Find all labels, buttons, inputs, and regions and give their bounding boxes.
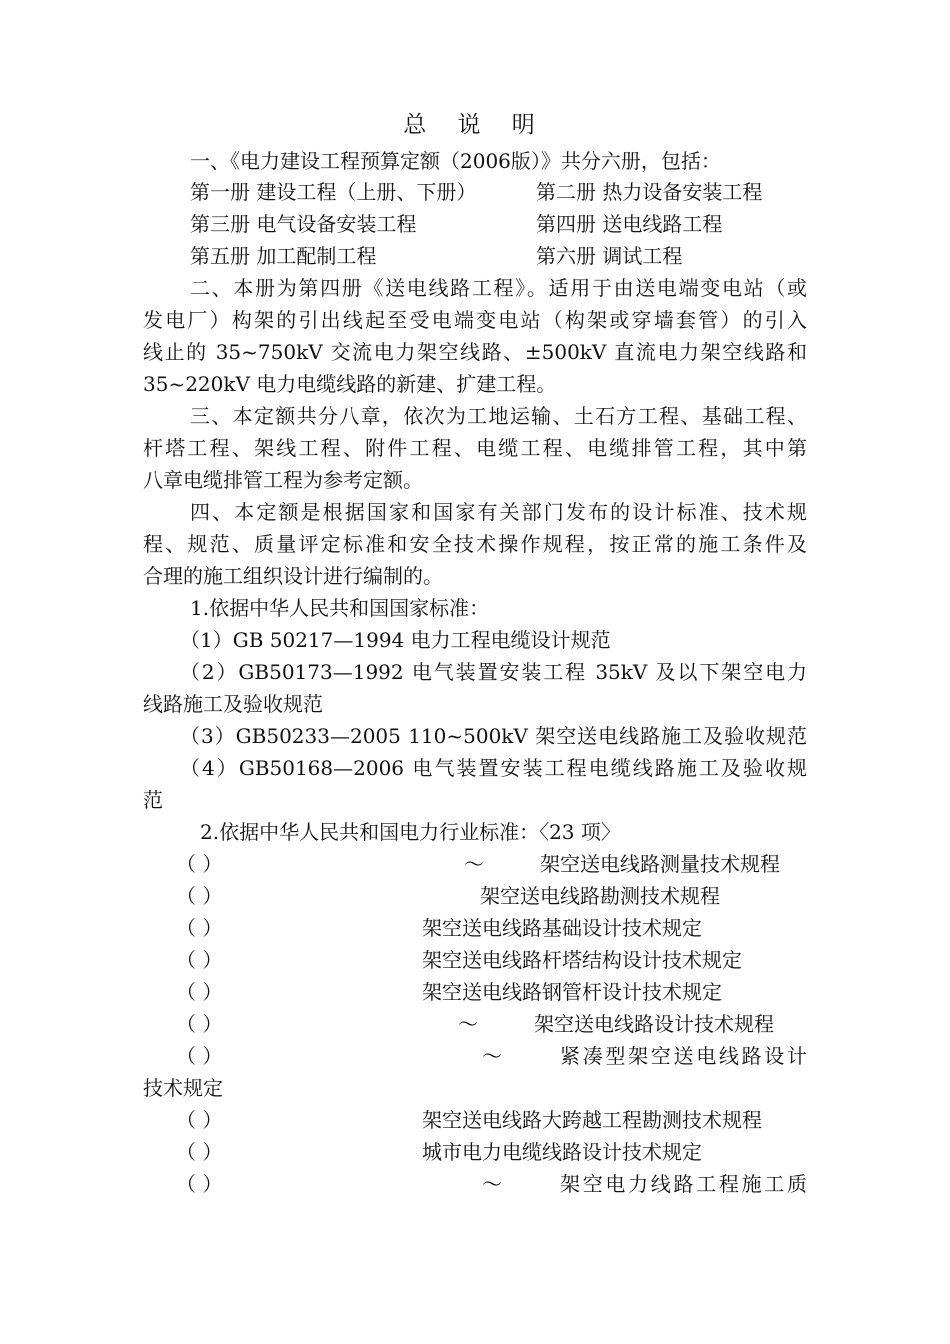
tilde-mark: ～ (482, 1172, 502, 1196)
para3-line: 八章电缆排管工程为参考定额。 (143, 468, 423, 492)
intro-line: 一、《电力建设工程预算定额（2006版）》共分六册，包括： (190, 149, 721, 173)
para3-line: 杆塔工程、架线工程、附件工程、电缆工程、电缆排管工程，其中第 (143, 436, 807, 460)
para4-line: 四、本定额是根据国家和国家有关部门发布的设计标准、技术规 (190, 500, 807, 524)
industry-standard: 架空送电线路基础设计技术规定 (422, 916, 702, 940)
blank-parenthesis: （ ） (176, 1044, 223, 1068)
industry-standard: 架空电力线路工程施工质 (560, 1172, 807, 1196)
volume-5: 第五册 加工配制工程 (190, 244, 377, 268)
blank-parenthesis: （ ） (176, 980, 223, 1004)
industry-standard: 技术规定 (143, 1076, 223, 1100)
blank-parenthesis: （ ） (176, 852, 223, 876)
national-heading: 1.依据中华人民共和国国家标准： (190, 596, 490, 620)
para2-line: 线止的 35~750kV 交流电力架空线路、±500kV 直流电力架空线路和 (143, 340, 807, 364)
blank-parenthesis: （ ） (176, 1108, 223, 1132)
volume-6: 第六册 调试工程 (536, 244, 683, 268)
industry-standard: 城市电力电缆线路设计技术规定 (422, 1140, 702, 1164)
industry-standard: 架空送电线路杆塔结构设计技术规定 (422, 948, 742, 972)
national-standard: （4）GB50168—2006 电气装置安装工程电缆线路施工及验收规 (180, 756, 807, 780)
blank-parenthesis: （ ） (176, 884, 223, 908)
volume-4: 第四册 送电线路工程 (536, 212, 723, 236)
blank-parenthesis: （ ） (176, 1172, 223, 1196)
tilde-mark: ～ (464, 852, 484, 876)
industry-standard: 架空送电线路钢管杆设计技术规定 (422, 980, 722, 1004)
national-standard: （1）GB 50217—1994 电力工程电缆设计规范 (180, 628, 611, 652)
industry-standard: 架空送电线路大跨越工程勘测技术规程 (422, 1108, 762, 1132)
industry-standard: 架空送电线路勘测技术规程 (480, 884, 720, 908)
tilde-mark: ～ (458, 1012, 478, 1036)
page-title: 总 说 明 (403, 112, 547, 138)
volume-1: 第一册 建设工程（上册、下册） (190, 180, 477, 204)
national-standard: 线路施工及验收规范 (143, 692, 323, 716)
blank-parenthesis: （ ） (176, 1012, 223, 1036)
industry-standard: 架空送电线路设计技术规程 (534, 1012, 774, 1036)
para3-line: 三、本定额共分八章，依次为工地运输、土石方工程、基础工程、 (190, 404, 807, 428)
blank-parenthesis: （ ） (176, 948, 223, 972)
national-standard: 范 (143, 788, 163, 812)
industry-heading: 2.依据中华人民共和国电力行业标准：〈23 项〉 (200, 820, 621, 844)
blank-parenthesis: （ ） (176, 1140, 223, 1164)
industry-standard: 紧凑型架空送电线路设计 (560, 1044, 807, 1068)
volume-2: 第二册 热力设备安装工程 (536, 180, 763, 204)
tilde-mark: ～ (482, 1044, 502, 1068)
blank-parenthesis: （ ） (176, 916, 223, 940)
para2-line: 二、本册为第四册《送电线路工程》。适用于由送电端变电站（或 (190, 276, 807, 300)
national-standard: （3）GB50233—2005 110~500kV 架空送电线路施工及验收规范 (180, 724, 807, 748)
para4-line: 程、规范、质量评定标准和安全技术操作规程，按正常的施工条件及 (143, 532, 807, 556)
para4-line: 合理的施工组织设计进行编制的。 (143, 564, 443, 588)
industry-standard: 架空送电线路测量技术规程 (540, 852, 780, 876)
national-standard: （2）GB50173—1992 电气装置安装工程 35kV 及以下架空电力 (180, 660, 807, 684)
para2-line: 35~220kV 电力电缆线路的新建、扩建工程。 (143, 372, 557, 396)
para2-line: 发电厂）构架的引出线起至受电端变电站（构架或穿墙套管）的引入 (143, 308, 807, 332)
volume-3: 第三册 电气设备安装工程 (190, 212, 417, 236)
